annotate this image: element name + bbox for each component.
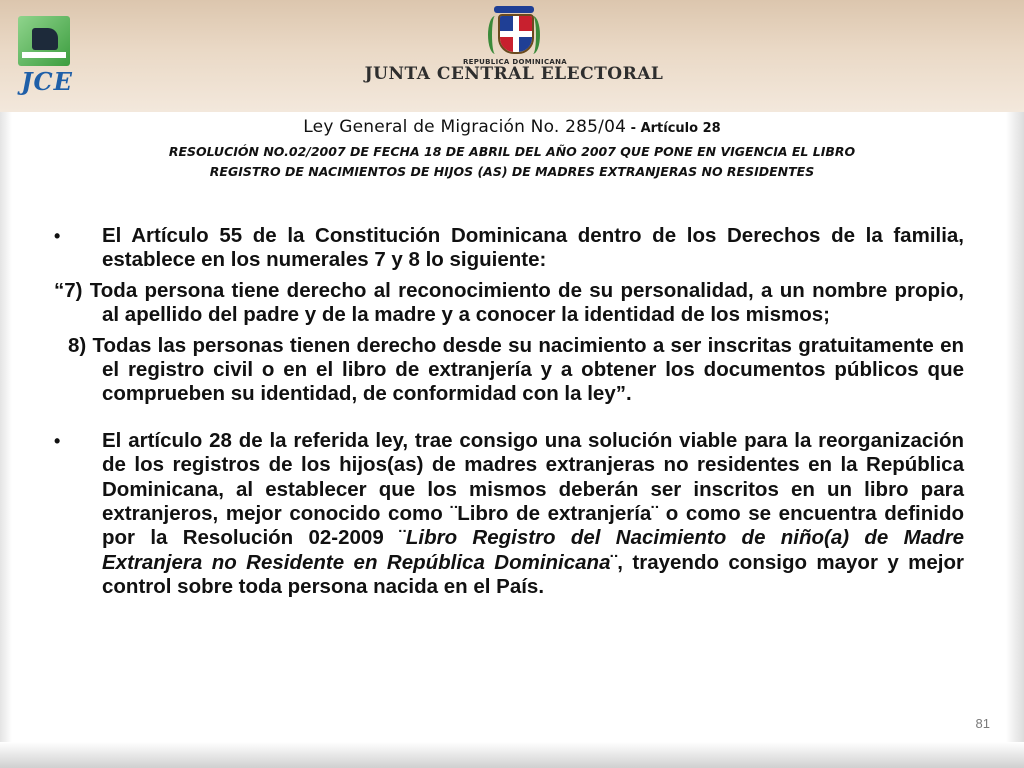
bullet-2-part-1: El artículo 28 de la referida ley, trae consigo una solución viable para la reorganización de los registros de los hijos(as) de madres extranjeras no residentes en la República Dominicana, al establecer que los mismos deberán ser inscritos en un libro para extranjeros, mejor conocido como ¨Libro de extranjería¨ o como se encuentra definido por la Resolución 02-2009 ¨ — [102, 428, 964, 550]
bullet-item-2 — [54, 429, 964, 600]
title-suffix: - Artículo 28 — [626, 121, 721, 136]
bullet-2-part-2: ¨, trayendo consigo mayor y mejor control sobre toda persona nacida en el País. — [102, 550, 964, 599]
page-frame-left — [0, 112, 12, 768]
bullet-icon: • — [54, 226, 61, 246]
voting-hand-icon — [32, 28, 58, 50]
page-shadow-bottom — [0, 742, 1024, 768]
logo-text: JCE — [21, 67, 73, 96]
slide-title — [0, 117, 1024, 137]
resolution-line-1: RESOLUCIÓN NO.02/2007 DE FECHA 18 DE ABRIL DEL AÑO 2007 QUE PONE EN VIGENCIA EL LIBRO — [168, 144, 856, 159]
ballot-slot — [22, 52, 66, 58]
jce-logo — [14, 14, 80, 96]
slide-body — [54, 224, 964, 600]
organization-name: JUNTA CENTRAL ELECTORAL — [364, 64, 664, 84]
bullet-2-text — [102, 429, 964, 600]
bullet-1-text: El Artículo 55 de la Constitución Dominicana dentro de los Derechos de la familia, establece en los numerales 7 y 8 lo siguiente: — [102, 224, 964, 272]
bullet-2-italic: Libro Registro del Nacimiento de niño(a) de Madre Extranjera no Residente en República Dominicana — [102, 526, 964, 574]
country-label: REPUBLICA DOMINICANA — [462, 58, 567, 66]
bullet-icon: • — [54, 430, 61, 451]
coat-of-arms-icon — [486, 6, 542, 60]
page-number: 81 — [975, 716, 990, 731]
resolution-subtitle — [40, 142, 984, 182]
title-main: Ley General de Migración No. 285/04 — [303, 117, 627, 137]
numeral-8-text: 8) Todas las personas tienen derecho desde su nacimiento a ser inscritas gratuitamente en el registro civil o en el libro de extranjería y a obtener los documentos públicos que comprueben su identidad, de conformidad con la ley”. — [68, 333, 964, 406]
bullet-item-1 — [54, 224, 964, 273]
page-shadow-right — [1006, 112, 1024, 768]
resolution-line-2: REGISTRO DE NACIMIENTOS DE HIJOS (AS) DE MADRES EXTRANJERAS NO RESIDENTES — [209, 164, 815, 179]
numeral-7-text: “7) Toda persona tiene derecho al reconocimiento de su personalidad, a un nombre propio, al apellido del padre y de la madre y a conocer la identidad de los mismos; — [54, 278, 964, 327]
